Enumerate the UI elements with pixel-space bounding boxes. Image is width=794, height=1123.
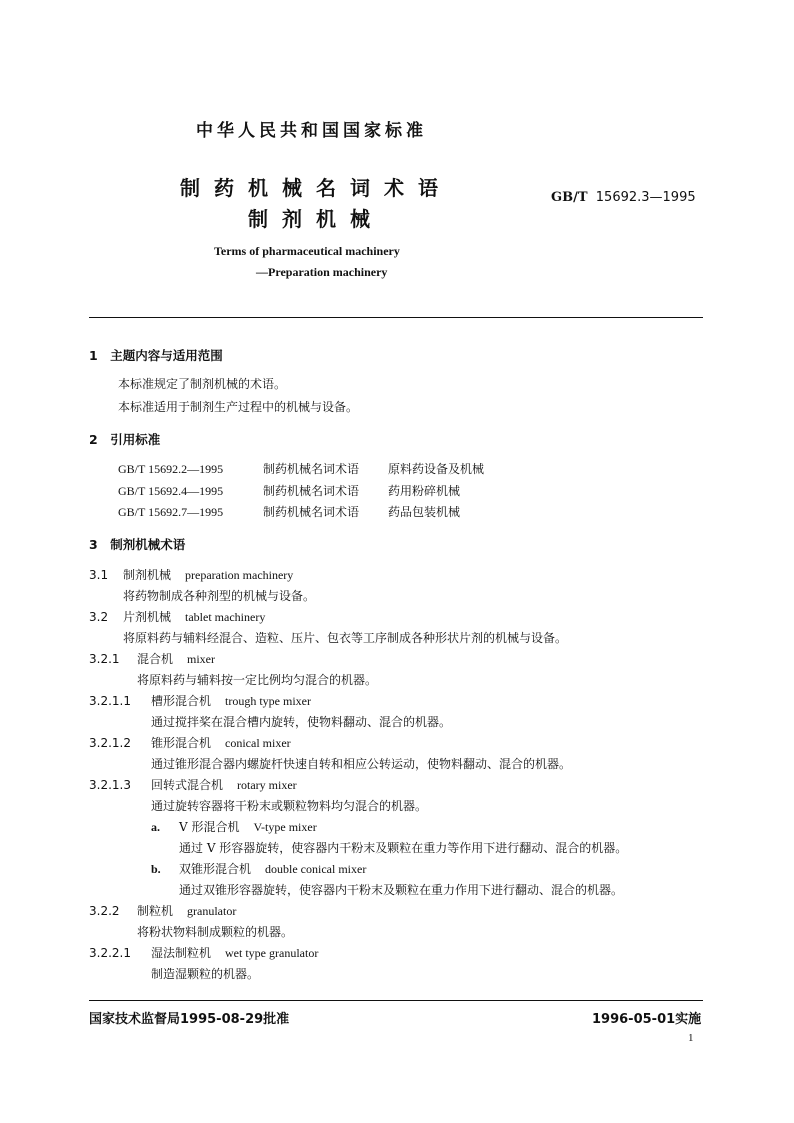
term-heading: 3.2.1 混合机 mixer	[89, 652, 216, 666]
header-rule	[89, 317, 703, 318]
reference-item: GB/T 15692.4—1995 制药机械名词术语 药用粉碎机械	[118, 484, 461, 498]
term-heading: 3.1 制剂机械 preparation machinery	[89, 568, 294, 582]
term-definition: 通过双锥形容器旋转，使容器内干粉末及颗粒在重力作用下进行翻动、混合的机器。	[179, 883, 624, 897]
section-1-para-1: 本标准规定了制剂机械的术语。	[118, 377, 287, 391]
term-definition: 通过搅拌桨在混合槽内旋转，使物料翻动、混合的机器。	[151, 715, 452, 729]
term-heading: a. V 形混合机 V-type mixer	[151, 820, 317, 834]
page-number: 1	[688, 1032, 694, 1044]
english-title-line-1: Terms of pharmaceutical machinery	[214, 244, 400, 258]
term-definition: 通过旋转容器将干粉末或颗粒物料均匀混合的机器。	[151, 799, 428, 813]
reference-item: GB/T 15692.7—1995 制药机械名词术语 药品包装机械	[118, 505, 461, 519]
title-line-1: 制药机械名词术语	[180, 176, 452, 200]
term-definition: 制造湿颗粒的机器。	[151, 967, 260, 981]
english-title-line-2: —Preparation machinery	[256, 265, 388, 279]
standard-number: GB/T 15692.3—1995	[551, 190, 696, 205]
term-definition: 将原料药与辅料经混合、造粒、压片、包衣等工序制成各种形状片剂的机械与设备。	[123, 631, 568, 645]
national-standard-label: 中华人民共和国国家标准	[196, 121, 427, 141]
term-heading: 3.2 片剂机械 tablet machinery	[89, 610, 266, 624]
term-definition: 将原料药与辅料按一定比例均匀混合的机器。	[137, 673, 378, 687]
term-heading: 3.2.2.1 湿法制粒机 wet type granulator	[89, 946, 319, 960]
term-heading: 3.2.1.2 锥形混合机 conical mixer	[89, 736, 291, 750]
term-definition: 将粉状物料制成颗粒的机器。	[137, 925, 294, 939]
section-1-para-2: 本标准适用于制剂生产过程中的机械与设备。	[118, 400, 359, 414]
term-heading: 3.2.2 制粒机 granulator	[89, 904, 237, 918]
term-definition: 通过锥形混合器内螺旋杆快速自转和相应公转运动，使物料翻动、混合的机器。	[151, 757, 572, 771]
title-line-2: 制剂机械	[248, 207, 384, 231]
approval-date: 国家技术监督局1995-08-29批准	[89, 1012, 290, 1027]
footer-rule	[89, 1000, 703, 1001]
term-definition: 通过 V 形容器旋转，使容器内干粉末及颗粒在重力等作用下进行翻动、混合的机器。	[179, 841, 628, 855]
term-heading: 3.2.1.3 回转式混合机 rotary mixer	[89, 778, 297, 792]
effective-date: 1996-05-01实施	[592, 1012, 702, 1027]
term-heading: b. 双锥形混合机 double conical mixer	[151, 862, 367, 876]
term-definition: 将药物制成各种剂型的机械与设备。	[123, 589, 316, 603]
section-2-title: 2 引用标准	[89, 432, 161, 447]
section-1-title: 1 主题内容与适用范围	[89, 348, 223, 363]
reference-item: GB/T 15692.2—1995 制药机械名词术语 原料药设备及机械	[118, 462, 485, 476]
term-heading: 3.2.1.1 槽形混合机 trough type mixer	[89, 694, 311, 708]
section-3-title: 3 制剂机械术语	[89, 537, 186, 552]
